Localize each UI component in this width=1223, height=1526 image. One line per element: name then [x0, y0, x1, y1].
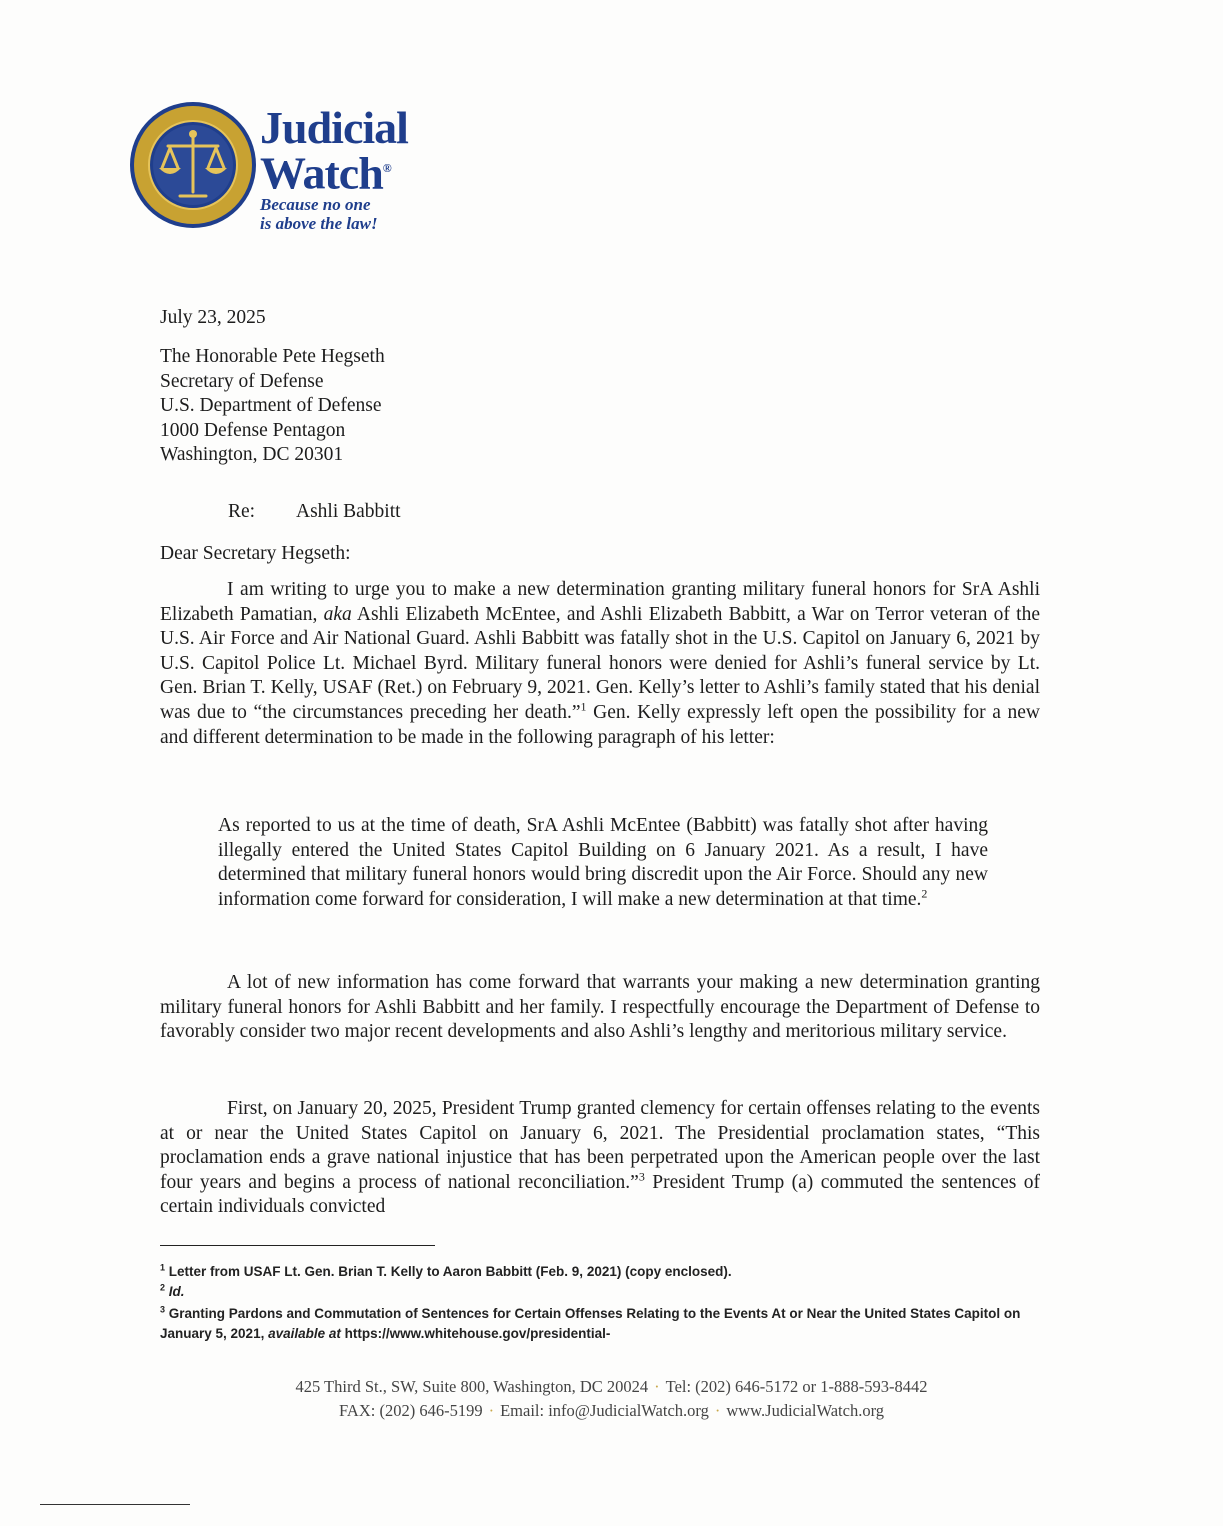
- footer-line-2: [0, 1400, 1223, 1422]
- footer-website: www.JudicialWatch.org: [726, 1401, 885, 1420]
- footer-separator: ·: [714, 1401, 721, 1420]
- brand-name-line2: [260, 147, 408, 199]
- footnote-ref-3: 3: [638, 1169, 645, 1184]
- footnote-number: 2: [160, 1282, 166, 1293]
- footer-fax: FAX: (202) 646-5199: [338, 1401, 483, 1420]
- body-paragraph-1: [160, 578, 1040, 750]
- footnote-3: [160, 1304, 1060, 1344]
- scan-edge-mark: [40, 1504, 190, 1505]
- recipient-line: Washington, DC 20301: [160, 444, 344, 465]
- footnote-ref-2: 2: [921, 886, 928, 901]
- re-label: Re:: [228, 501, 256, 522]
- paragraph-text: I am writing to urge you to make a new determination granting military funeral honors for SrA Ashli Elizabeth Pamatian,: [160, 579, 1040, 625]
- footer-line-1: [0, 1376, 1223, 1398]
- registered-mark: ®: [382, 161, 391, 175]
- aka-italic: aka: [323, 603, 352, 625]
- re-subject: Ashli Babbitt: [296, 501, 401, 522]
- brand-name-watch: Watch: [260, 147, 383, 199]
- tagline-line1: Because no one: [260, 195, 371, 215]
- paragraph-text: A lot of new information has come forward that warrants your making a new determination granting military funeral honors for Ashli Babbitt and her family. I respectfully encourage the Department of Defense to favorably consider two major recent developments and also Ashli’s lengthy and meritorious military service.: [160, 972, 1040, 1043]
- footer-separator: ·: [488, 1401, 495, 1420]
- footnote-1: [160, 1262, 1060, 1282]
- paragraph-text: President Trump (a) commuted the sentences of certain individuals convicted: [160, 1171, 1040, 1218]
- footnote-text: Letter from USAF Lt. Gen. Brian T. Kelly to Aaron Babbitt (Feb. 9, 2021) (copy enclosed).: [168, 1264, 732, 1279]
- recipient-line: U.S. Department of Defense: [160, 395, 382, 416]
- footer-email: Email: info@JudicialWatch.org: [500, 1401, 709, 1420]
- recipient-line: Secretary of Defense: [160, 370, 324, 392]
- footnote-text: Id.: [168, 1284, 185, 1299]
- footer-separator: ·: [654, 1377, 660, 1396]
- footnote-2: [160, 1282, 1060, 1302]
- brand-name-line1: Judicial: [260, 102, 408, 153]
- tagline-line2: is above the law!: [260, 214, 378, 234]
- recipient-line: The Honorable Pete Hegseth: [160, 346, 385, 367]
- quote-text: As reported to us at the time of death, SrA Ashli McEntee (Babbitt) was fatally shot after having illegally entered the United States Capitol Building on 6 January 2021. As a result, I have determined that military funeral honors would bring discredit upon the Air Force. Should any new information come forward for consideration, I will make a new determination at that time.: [218, 815, 988, 910]
- brand-block: [260, 102, 408, 234]
- footnote-divider: [160, 1245, 435, 1246]
- recipient-address: [160, 345, 385, 468]
- re-line: [228, 500, 401, 525]
- body-paragraph-3: [160, 1097, 1040, 1220]
- footnote-ref-1: 1: [580, 699, 587, 714]
- salutation: Dear Secretary Hegseth:: [160, 543, 351, 564]
- footnote-text: Granting Pardons and Commutation of Sentences for Certain Offenses Relating to the Events At or Near the United States Capitol on January 5, 2021,: [160, 1306, 1021, 1341]
- footer-phone: Tel: (202) 646-5172 or 1-888-593-8442: [665, 1377, 928, 1396]
- paragraph-text: Gen. Kelly expressly left open the possibility for a new and different determination to be made in the following paragraph of his letter:: [160, 701, 1040, 748]
- letter-date: July 23, 2025: [160, 307, 266, 328]
- footnote-number: 3: [160, 1304, 166, 1315]
- paragraph-text: Ashli Elizabeth McEntee, and Ashli Elizabeth Babbitt, a War on Terror veteran of the U.S. Air Force and Air National Guard. Ashli Babbitt was fatally shot in the U.S. Capitol on January 6, 2021 by U.S. Capitol Police Lt. Michael Byrd. Military funeral honors were denied for Ashli’s funeral service by Lt. Gen. Brian T. Kelly, USAF (Ret.) on February 9, 2021. Gen. Kelly’s letter to Ashli’s family stated that his denial was due to “the circumstances preceding her death.”: [160, 603, 1040, 723]
- body-paragraph-2: [160, 971, 1040, 1045]
- footnote-url: https://www.whitehouse.gov/presidential-: [340, 1326, 611, 1341]
- judicial-watch-seal-icon: [128, 100, 258, 230]
- footnote-number: 1: [160, 1262, 166, 1273]
- block-quote: [218, 814, 988, 912]
- letterhead-logo: [128, 100, 428, 260]
- footnote-available-at: available at: [268, 1326, 341, 1341]
- recipient-line: 1000 Defense Pentagon: [160, 419, 346, 441]
- paragraph-text: First, on January 20, 2025, President Trump granted clemency for certain offenses relating to the events at or near the United States Capitol on January 6, 2021. The Presidential proclamation states, “This proclamation ends a grave national injustice that has been perpetrated upon the American people over the last four years and begins a process of national reconciliation.”: [160, 1098, 1040, 1193]
- footer-address: 425 Third St., SW, Suite 800, Washington, DC 20024: [295, 1377, 649, 1396]
